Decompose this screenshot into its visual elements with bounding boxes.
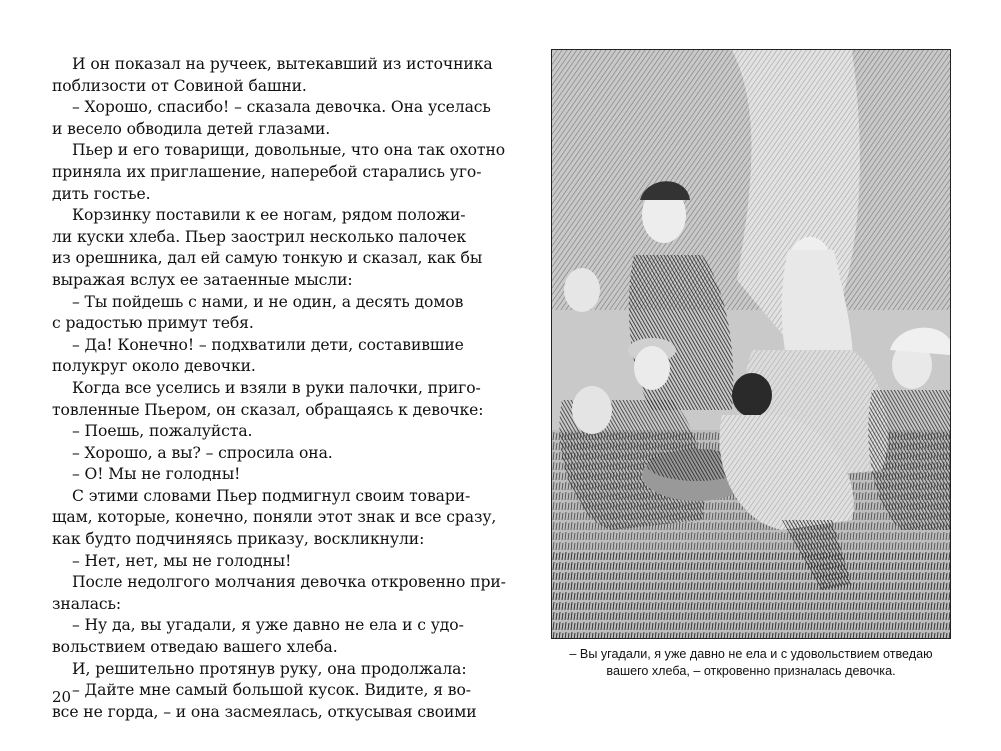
text-line: Корзинку поставили к ее ногам, рядом положи- xyxy=(72,206,466,225)
text-line: и весело обводила детей глазами. xyxy=(52,119,331,138)
text-line: – Поешь, пожалуйста. xyxy=(72,422,253,441)
text-line: товленные Пьером, он сказал, обращаясь к девочке: xyxy=(52,400,484,419)
engraving-children-picnic xyxy=(552,50,950,638)
left-page-text xyxy=(52,54,506,723)
text-line: – Нет, нет, мы не голодны! xyxy=(72,551,292,570)
text-line: дить гостье. xyxy=(52,184,151,203)
text-line: как будто подчиняясь приказу, воскликнули: xyxy=(52,530,425,549)
text-line: – Да! Конечно! – подхватили дети, составившие xyxy=(72,335,464,354)
text-line: зналась: xyxy=(52,594,122,613)
text-line: ли куски хлеба. Пьер заострил несколько палочек xyxy=(52,227,467,246)
text-line: из орешника, дал ей самую тонкую и сказал, как бы xyxy=(52,249,483,268)
text-line: С этими словами Пьер подмигнул своим товари- xyxy=(72,486,471,505)
illustration-caption xyxy=(551,646,951,680)
text-line: щам, которые, конечно, поняли этот знак и все сразу, xyxy=(52,508,497,527)
page-number: 20 xyxy=(52,688,72,706)
text-line: с радостью примут тебя. xyxy=(52,314,254,333)
text-line: все не горда, – и она засмеялась, откусывая своими xyxy=(52,702,477,721)
text-line: Когда все уселись и взяли в руки палочки, приго- xyxy=(72,378,481,397)
text-line: вольствием отведаю вашего хлеба. xyxy=(52,638,338,657)
text-line: После недолгого молчания девочка откровенно при- xyxy=(72,573,506,592)
text-line: – Хорошо, спасибо! – сказала девочка. Она уселась xyxy=(72,98,491,117)
text-line: И, решительно протянув руку, она продолжала: xyxy=(72,659,467,678)
text-line: И он показал на ручеек, вытекавший из источника xyxy=(72,55,493,73)
text-line: – Ну да, вы угадали, я уже давно не ела и с удо- xyxy=(72,616,464,635)
text-line: поблизости от Совиной башни. xyxy=(52,76,307,95)
caption-line: вашего хлеба, – откровенно призналась девочка. xyxy=(606,664,896,678)
text-line: приняла их приглашение, наперебой старались уго- xyxy=(52,162,482,181)
text-line: выражая вслух ее затаенные мысли: xyxy=(52,270,353,289)
text-line: – Дайте мне самый большой кусок. Видите, я во- xyxy=(72,681,471,700)
text-line: – Ты пойдешь с нами, и не один, а десять домов xyxy=(72,292,464,311)
text-line: – О! Мы не голодны! xyxy=(72,465,241,484)
text-line: Пьер и его товарищи, довольные, что она так охотно xyxy=(72,141,506,160)
text-line: полукруг около девочки. xyxy=(52,357,256,376)
caption-line: – Вы угадали, я уже давно не ела и с удовольствием отведаю xyxy=(569,647,933,661)
illustration xyxy=(551,49,951,639)
text-line: – Хорошо, а вы? – спросила она. xyxy=(72,443,333,462)
